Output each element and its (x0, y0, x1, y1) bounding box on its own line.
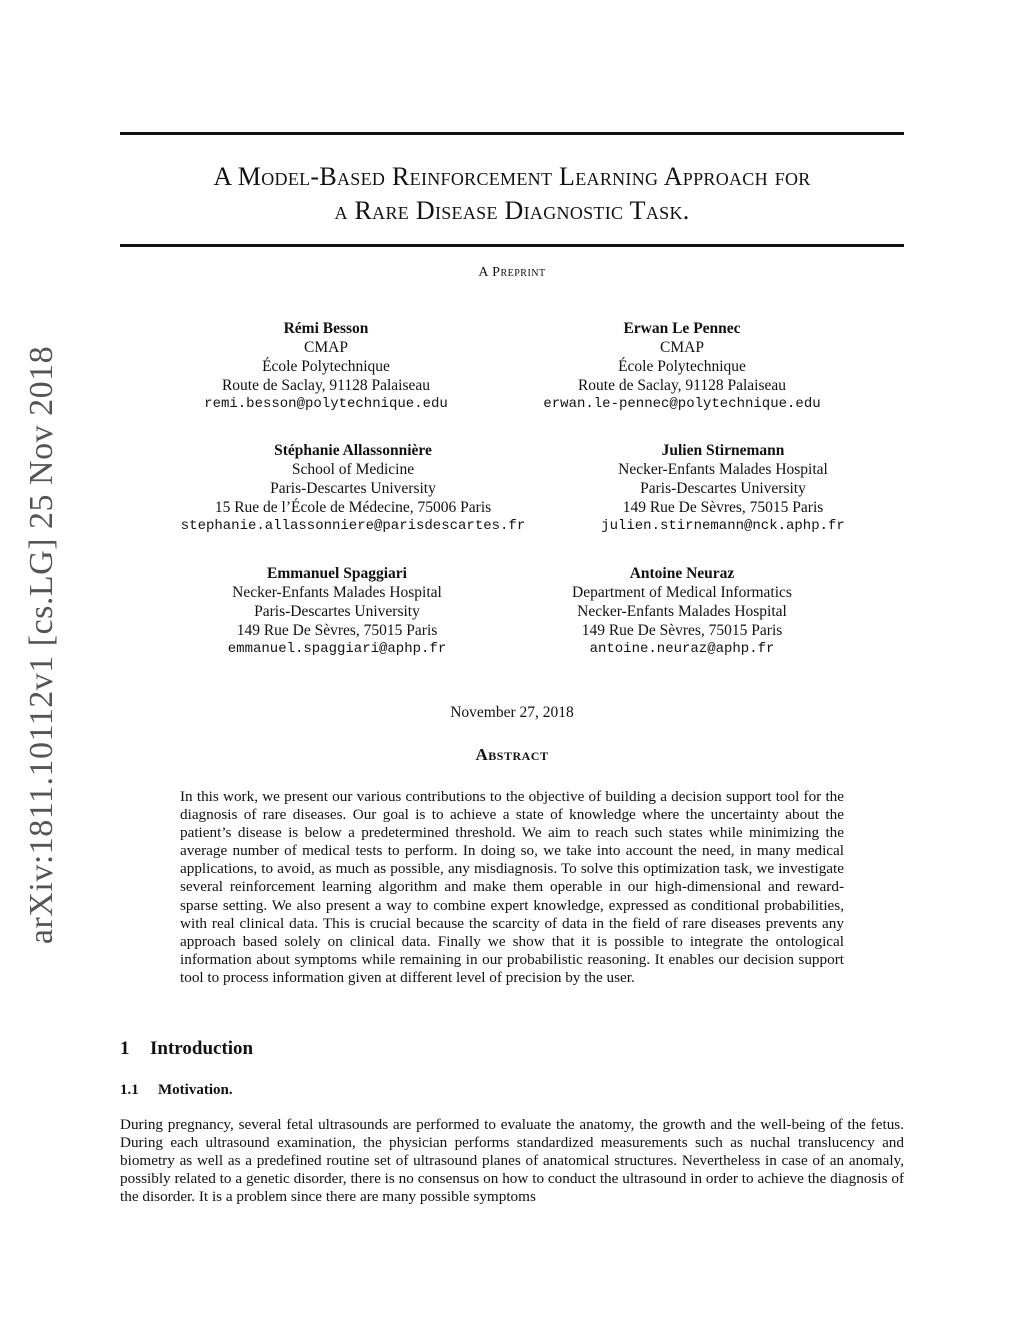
paper-title (120, 160, 904, 228)
author-affiliation: Department of Medical Informatics (572, 584, 792, 601)
author-affiliation: 149 Rue De Sèvres, 75015 Paris (622, 499, 824, 516)
author-affiliation: Paris-Descartes University (270, 480, 436, 497)
author-name: Antoine Neuraz (629, 565, 735, 582)
author-affiliation: Necker-Enfants Malades Hospital (232, 584, 442, 601)
author-affiliation: School of Medicine (291, 461, 415, 478)
author-name: Erwan Le Pennec (623, 320, 741, 337)
author-affiliation: Necker-Enfants Malades Hospital (577, 603, 787, 620)
title-line-1: A Model-Based Reinforcement Learning Approach for (213, 162, 811, 191)
author-name: Julien Stirnemann (661, 442, 785, 459)
author-block (137, 564, 537, 659)
author-email[interactable]: stephanie.allassonniere@parisdescartes.fr (180, 518, 526, 534)
section-heading (120, 1038, 253, 1060)
body-paragraph: During pregnancy, several fetal ultrasounds are performed to evaluate the anatomy, the growth and the well-being of the fetus. During each ultrasound examination, the physician performs standardized measurements such as nuchal translucency and biometry as well as a predefined routine set of ultrasound planes of anatomical structures. Nevertheless in case of an anomaly, possibly related to a genetic disorder, there is no consensus on how to conduct the ultrasound in order to achieve the diagnosis of the disorder. It is a problem since there are many possible symptoms (120, 1116, 904, 1206)
author-email[interactable]: remi.besson@polytechnique.edu (204, 396, 448, 412)
author-affiliation: Paris-Descartes University (254, 603, 420, 620)
author-email[interactable]: emmanuel.spaggiari@aphp.fr (227, 641, 447, 657)
author-affiliation: 149 Rue De Sèvres, 75015 Paris (236, 622, 438, 639)
title-line-2: a Rare Disease Diagnostic Task. (334, 196, 690, 225)
title-top-rule (120, 132, 904, 135)
section-number: 1 (120, 1038, 130, 1059)
author-affiliation: École Polytechnique (262, 358, 390, 375)
paper-date: November 27, 2018 (450, 704, 574, 721)
author-affiliation: Paris-Descartes University (640, 480, 806, 497)
author-affiliation: 149 Rue De Sèvres, 75015 Paris (581, 622, 783, 639)
author-affiliation: Route de Saclay, 91128 Palaiseau (577, 377, 787, 394)
arxiv-stamp: arXiv:1811.10112v1 [cs.LG] 25 Nov 2018 (23, 345, 60, 945)
subsection-heading (120, 1082, 233, 1099)
author-block (126, 319, 526, 414)
section-title: Introduction (150, 1038, 254, 1059)
subsection-title: Motivation. (158, 1082, 233, 1098)
abstract-text: In this work, we present our various contributions to the objective of building a decision support tool for the diagnosis of rare diseases. Our goal is to achieve a state of knowledge where the uncertainty about the patient’s disease is below a predetermined threshold. We aim to reach such states while minimizing the average number of medical tests to perform. In doing so, we take into account the need, in many medical applications, to avoid, as much as possible, any misdiagnosis. To solve this optimization task, we investigate several reinforcement learning algorithm and make them operable in our high-dimensional and reward-sparse setting. We also present a way to combine expert knowledge, expressed as conditional probabilities, with real clinical data. This is crucial because the scarcity of data in the field of rare diseases prevents any approach based solely on clinical data. Finally we show that it is possible to integrate the ontological information about symptoms while remaining in our probabilistic reasoning. It enables our decision support tool to process information given at different level of precision by the user. (180, 788, 844, 986)
author-block (523, 441, 923, 536)
author-block (153, 441, 553, 536)
abstract-heading: Abstract (475, 745, 549, 764)
author-email[interactable]: erwan.le-pennec@polytechnique.edu (543, 396, 821, 412)
author-affiliation: CMAP (660, 339, 704, 356)
author-affiliation: 15 Rue de l’École de Médecine, 75006 Paris (214, 499, 492, 516)
subsection-number: 1.1 (120, 1082, 139, 1098)
title-bottom-rule (120, 244, 904, 247)
author-name: Stéphanie Allassonnière (274, 442, 432, 459)
author-affiliation: Necker-Enfants Malades Hospital (618, 461, 828, 478)
author-affiliation: CMAP (304, 339, 348, 356)
author-name: Rémi Besson (283, 320, 369, 337)
author-affiliation: École Polytechnique (618, 358, 746, 375)
author-email[interactable]: julien.stirnemann@nck.aphp.fr (601, 518, 845, 534)
author-email[interactable]: antoine.neuraz@aphp.fr (589, 641, 775, 657)
author-block (482, 319, 882, 414)
author-affiliation: Route de Saclay, 91128 Palaiseau (221, 377, 431, 394)
preprint-label: A Preprint (478, 265, 546, 280)
author-name: Emmanuel Spaggiari (267, 565, 407, 582)
author-block (482, 564, 882, 659)
